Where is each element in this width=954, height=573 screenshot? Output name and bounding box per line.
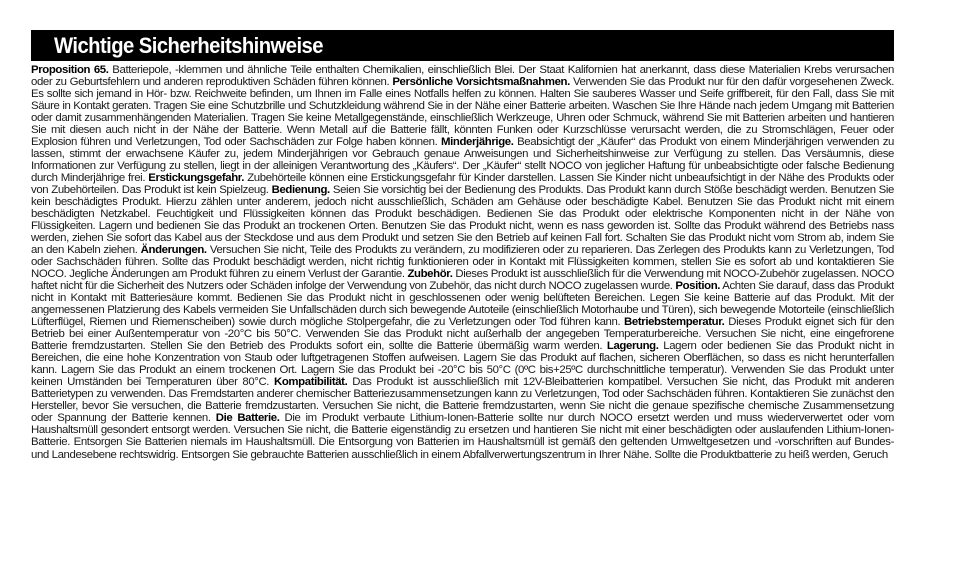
section-label: Bedienung.	[271, 184, 330, 197]
section-text: Versuchen Sie nicht, Teile des Produkts zu verändern, zu modifizieren oder zu reparieren. Das Zerlegen des Produkts kann zu Verletzungen, Tod oder Sachschäden führen. Sollte das Produkt beschädigt werden, nicht richtig funktionieren oder in Kontakt mit Flüssigkeiten kommen, stellen Sie es sofort ab und kontaktieren Sie NOCO. Jegliche Änderungen am Produkt führen zu einem Verlust der Garantie.	[31, 244, 894, 281]
section-text: Batteriepole, -klemmen und ähnliche Teile enthalten Chemikalien, einschließlich Blei. Der Staat Kalifornien hat anerkannt, dass diese Materialien Krebs verursachen oder zu Geburtsfehlern und anderen reproduktiven Schäden führen können.	[31, 64, 894, 89]
section-label: Änderungen.	[140, 244, 207, 257]
section-text: Seien Sie vorsichtig bei der Bedienung des Produkts. Das Produkt kann durch Stöße beschädigt werden. Benutzen Sie kein beschädigtes Produkt. Hierzu zählen unter anderem, jedoch nicht ausschließlich, Schäden am Gehäuse oder beschädigte Kabel. Benutzen Sie das Produkt nicht mit einem beschädigten Netzkabel. Feuchtigkeit und Flüssigkeiten können das Produkt beschädigen. Bedienen Sie das Produkt oder elektrische Komponenten nicht in der Nähe von Flüssigkeiten. Lagern und bedienen Sie das Produkt an trockenen Orten. Benutzen Sie das Produkt nicht, wenn es nass geworden ist. Sollte das Produkt während des Betriebs nass werden, ziehen Sie sofort das Kabel aus der Steckdose und aus dem Produkt und setzen Sie den Betrieb auf keinen Fall fort. Schalten Sie das Produkt nicht vom Strom ab, indem Sie an den Kabeln ziehen.	[31, 184, 894, 257]
section-text: Zubehörteile können eine Erstickungsgefahr für Kinder darstellen. Lassen Sie Kinder nicht unbeaufsichtigt in der Nähe des Produkts oder von Zubehörteilen. Das Produkt ist kein Spielzeug.	[31, 172, 894, 197]
section-label: Erstickungsgefahr.	[148, 172, 245, 185]
section-text: Dieses Produkt eignet sich für den Betrieb bei einer Außentemperatur von -20°C bis 50°C. Verwenden Sie das Produkt nicht außerhalb der angegeben Temperaturbereiche. Versuchen Sie nicht, eine eingefrorene Batterie fremdzustarten. Stellen Sie den Betrieb des Produkts sofort ein, sollte die Batterie übermäßig warm werden.	[31, 316, 894, 353]
section-text: Lagern oder bedienen Sie das Produkt nicht in Bereichen, die eine hohe Konzentration von Staub oder luftgetragenen Stoffen aufweisen. Lagern Sie das Produkt auf flachen, sicheren Oberflächen, so dass es nicht herunterfallen kann. Lagern Sie das Produkt an einem trockenen Ort. Lagern Sie das Produkt bei -20°C bis 50°C (0ºC bis+25ºC durchschnittliche temperatur). Verwenden Sie das Produkt unter keinen Umständen bei Temperaturen über 80°C.	[31, 340, 894, 389]
section-text: Dieses Produkt ist ausschließlich für die Verwendung mit NOCO-Zubehör zugelassen. NOCO haftet nicht für die Sicherheit des Nutzers oder Schäden infolge der Verwendung von Zubehör, das nicht durch NOCO zugelassen wurde.	[31, 268, 894, 293]
title-banner	[31, 30, 894, 61]
section-label: Die Batterie.	[215, 412, 280, 425]
section-text: Beabsichtigt der „Käufer“ das Produkt von einem Minderjährigen verwenden zu lassen, stimmt der erwachsene Käufer zu, jedem Minderjährigen vor Gebrauch genaue Anweisungen und Sicherheitshinweise zur Verfügung zu stellen. Das Versäumnis, diese Informationen zur Verfügung zu stellen, liegt in der alleinigen Verantwortung des „Käufers“. Der „Käufer“ stellt NOCO von jeglicher Haftung für unbeabsichtigte oder falsche Bedienung durch Minderjährige frei.	[31, 136, 894, 185]
section-label: Lagerung.	[606, 340, 659, 353]
section-label: Persönliche Vorsichtsmaßnahmen.	[392, 76, 570, 89]
section-text: Das Produkt ist ausschließlich mit 12V-Bleibatterien kompatibel. Versuchen Sie nicht, das Produkt mit anderen Batterietypen zu verwenden. Das Fremdstarten anderer chemischer Batteriezusammensetzungen kann zu Verletzungen, Tod oder Sachschäden führen. Kontaktieren Sie zunächst den Hersteller, bevor Sie versuchen, die Batterie fremdzustarten. Versuchen Sie nicht, die Batterie fremdzustarten, wenn Sie nicht die genaue spezifische chemische Zusammensetzung oder Spannung der Batterie kennen.	[31, 376, 894, 425]
section-text: Achten Sie darauf, dass das Produkt nicht in Kontakt mit Batteriesäure kommt. Bedienen Sie das Produkt nicht in geschlossenen oder wenig belüfteten Bereichen. Legen Sie keine Batterie auf das Produkt. Mit der angemessenen Platzierung des Kabels vermeiden Sie Unfallschäden durch sich bewegende Autoteile (einschließlich Motorhaube und Türen), sich bewegende Motorteile (einschließlich Lüfterflügel, Riemen und Riemenscheiben) sowie durch mögliche Stolpergefahr, die zu Verletzungen oder Tod führen kann.	[31, 280, 894, 329]
section-label: Zubehör.	[407, 268, 453, 281]
section-label: Minderjährige.	[440, 136, 514, 149]
page-title: Wichtige Sicherheitshinweise	[54, 32, 323, 58]
section-label: Betriebstemperatur.	[624, 316, 725, 329]
section-label: Proposition 65.	[31, 64, 109, 76]
section-text: Verwenden Sie das Produkt nur für den dafür vorgesehenen Zweck. Es sollte sich jemand in Hör- bzw. Reichweite befinden, um Ihnen im Falle eines Notfalls helfen zu können. Halten Sie sauberes Wasser und Seife griffbereit, für den Fall, dass Sie mit Säure in Kontakt geraten. Tragen Sie eine Schutzbrille und Schutzkleidung während Sie in der Nähe einer Batterie arbeiten. Waschen Sie Ihre Hände nach jedem Umgang mit Batterien oder damit zusammenhängenden Materialien. Tragen Sie keine Metallgegenstände, einschließlich Werkzeuge, Uhren oder Schmuck, während Sie mit Batterien arbeiten und hantieren Sie mit diesen auch nicht in der Nähe der Batterie. Wenn Metall auf die Batterie fällt, könnten Funken oder Kurzschlüsse verursacht werden, die zu Stromschlägen, Feuer oder Explosion führen und Verletzungen, Tod oder Sachschäden zur Folge haben können.	[31, 76, 894, 149]
section-label: Kompatibilität.	[273, 376, 348, 389]
section-label: Position.	[675, 280, 721, 293]
section-text: Die im Produkt verbaute Lithium-Ionen-Batterie sollte nur durch NOCO ersetzt werden und muss wiederverwertet oder vom Haushaltsmüll gesondert entsorgt werden. Versuchen Sie nicht, die Batterie eigenständig zu ersetzen und hantieren Sie nicht mit einer beschädigten oder auslaufenden Lithium-Ionen-Batterie. Entsorgen Sie Batterien niemals im Haushaltsmüll. Die Entsorgung von Batterien im Haushaltsmüll ist gemäß den geltenden Umweltgesetzen und -vorschriften auf Bundes- und Landesebene rechtswidrig. Entsorgen Sie gebrauchte Batterien ausschließlich in einem Abfallverwertungszentrum in Ihrer Nähe. Sollte die Produktbatterie zu heiß werden, Geruch	[31, 412, 894, 461]
safety-text-block	[31, 64, 894, 556]
